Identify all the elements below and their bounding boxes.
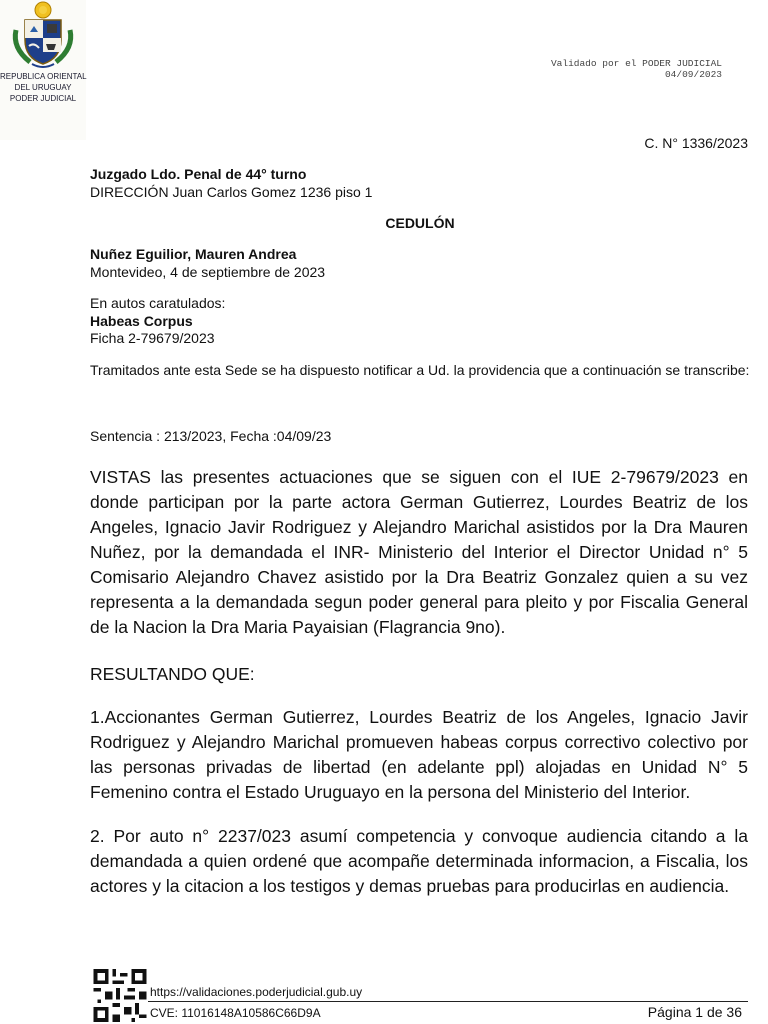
coat-of-arms <box>0 0 86 140</box>
validation-url[interactable]: https://validaciones.poderjudicial.gub.uy <box>150 985 363 999</box>
paragraph-2: 2. Por auto n° 2237/023 asumí competencia y convoque audiencia citando a la demandada a quien ordené que acompañe determinada informacion, a Fiscalia, los actores y la citacion a los testigos y demas pruebas para producirlas en audiencia. <box>90 826 748 896</box>
paragraph-1: 1.Accionantes German Gutierrez, Lourdes Beatriz de los Angeles, Ignacio Javir Rodriguez y Alejandro Marichal promueven habeas corpus correctivo colectivo por las personas privadas de libertad (en adelante ppl) alojadas en Unidad N° 5 Femenino contra el Estado Uruguayo en la persona del Ministerio del Interior. <box>90 707 748 802</box>
case-number: C. N° 1336/2023 <box>644 135 748 151</box>
uruguay-crest-icon <box>8 0 78 70</box>
crest-caption: REPUBLICA ORIENTAL DEL URUGUAY PODER JUDICIAL <box>0 72 87 103</box>
paragraph-vistas: VISTAS las presentes actuaciones que se siguen con el IUE 2-79679/2023 en donde participan por la parte actora German Gutierrez, Lourdes Beatriz de los Angeles, Ignacio Javir Rodriguez y Alejandro Marichal asistidos por la Dra Mauren Nuñez, por la demandada el INR- Ministerio del Interior el Director Unidad n° 5 Comisario Alejandro Chavez asistido por la Dra Beatriz Gonzalez quien a su vez representa a la demandada segun poder general para pleito y por Fiscalia General de la Nacion la Dra Maria Payaisian (Flagrancia 9no). <box>90 467 748 637</box>
validation-stamp: Validado por el PODER JUDICIAL 04/09/2023 <box>550 58 722 80</box>
paragraph-resultando: RESULTANDO QUE: <box>90 664 255 684</box>
case-title: Habeas Corpus <box>90 313 193 329</box>
case-intro: En autos caratulados: <box>90 295 226 311</box>
notice-text: Tramitados ante esta Sede se ha dispuesto notificar a Ud. la providencia que a continuación se transcribe: <box>90 362 750 378</box>
place-date: Montevideo, 4 de septiembre de 2023 <box>90 264 326 280</box>
recipient-name: Nuñez Eguilior, Mauren Andrea <box>90 246 297 262</box>
cve-code: CVE: 11016148A10586C66D9A <box>150 1006 321 1020</box>
footer-divider <box>148 1001 748 1002</box>
court-address: DIRECCIÓN Juan Carlos Gomez 1236 piso 1 <box>90 184 373 200</box>
qr-code-icon <box>92 969 148 1022</box>
court-name: Juzgado Ldo. Penal de 44° turno <box>90 166 307 182</box>
case-ficha: Ficha 2-79679/2023 <box>90 330 215 346</box>
page-number: Página 1 de 36 <box>647 1004 742 1020</box>
document-title: CEDULÓN <box>385 215 455 231</box>
sentencia-line: Sentencia : 213/2023, Fecha :04/09/23 <box>90 428 332 444</box>
